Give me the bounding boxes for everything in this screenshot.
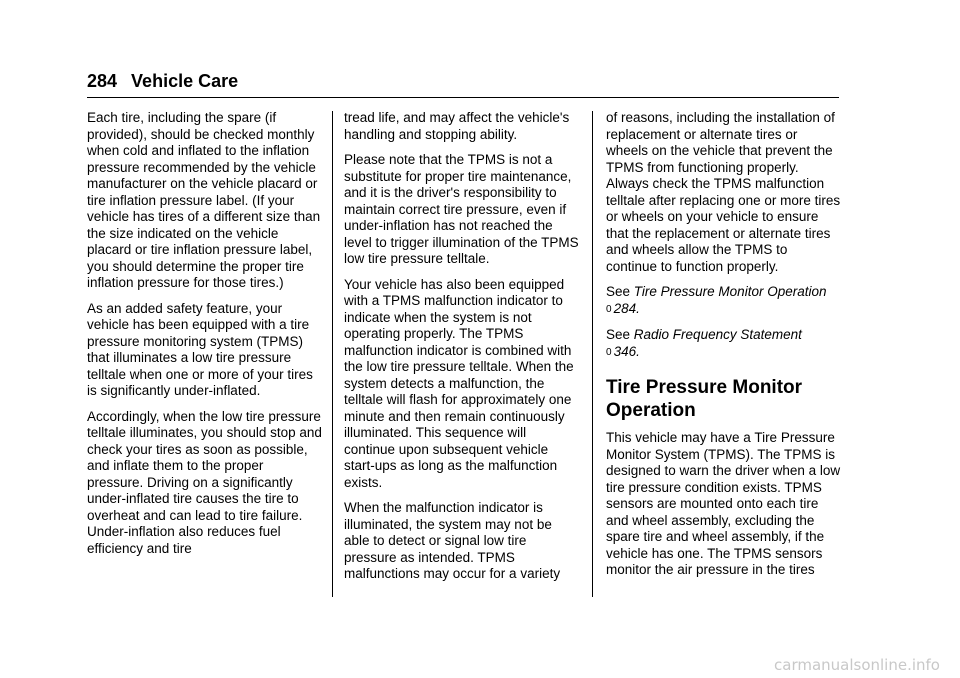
paragraph: of reasons, including the installation of replacement or alternate tires or wheels on the vehicle that prevent the TPMS from functioning properly. Always check the TPMS malfunction telltale after replacing one or more tires or wheels on your vehicle to ensure that the replacement or alternate tires and wheels allow the TPMS to continue to function properly. <box>606 110 841 274</box>
text-column-3 <box>606 110 842 588</box>
paragraph: Please note that the TPMS is not a substitute for proper tire maintenance, and it is the driver's responsibility to maintain correct tire pressure, even if under-inflation has not reached the level to trigger illumination of the TPMS low tire pressure telltale. <box>344 152 579 266</box>
reference-suffix: . <box>636 300 640 316</box>
watermark: carmanualsonline.info <box>774 656 940 674</box>
text-column-2 <box>344 110 580 592</box>
reference-page-number[interactable]: 284 <box>613 300 637 316</box>
section-heading: Tire Pressure Monitor Operation <box>606 377 803 421</box>
reference-link-radio-frequency-statement[interactable]: Radio Frequency Statement <box>633 327 802 342</box>
cross-reference-tire-pressure <box>606 284 842 318</box>
paragraph: Each tire, including the spare (if provided), should be checked monthly when cold and inflated to the inflation pressure recommended by the vehicle manufacturer on the vehicle placard or tire inflation pressure label. (If your vehicle has tires of a different size than the size indicated on the vehicle placard or tire inflation pressure label, you should determine the proper tire inflation pressure for those tires.) <box>87 110 321 290</box>
column-divider <box>332 111 333 597</box>
see-label: See <box>606 327 634 342</box>
paragraph: As an added safety feature, your vehicle has been equipped with a tire pressure monitoring system (TPMS) that illuminates a low tire pressure telltale when one or more of your tires is significantly under-inflated. <box>87 300 313 398</box>
page-header <box>87 70 238 92</box>
reference-page-number[interactable]: 346 <box>613 343 637 359</box>
paragraph: tread life, and may affect the vehicle's handling and stopping ability. <box>344 110 570 142</box>
page-number: 284 <box>87 71 118 91</box>
reference-link-tire-pressure-monitor-operation[interactable]: Tire Pressure Monitor Operation <box>633 284 827 299</box>
paragraph: Accordingly, when the low tire pressure telltale illuminates, you should stop and check your tires as soon as possible, and inflate them to the proper pressure. Driving on a significantly under-inflated tire causes the tire to overheat and can lead to tire failure. Under-inflation also reduces fuel efficiency and tire <box>87 408 322 556</box>
reference-suffix: . <box>636 343 640 359</box>
header-rule <box>87 97 839 98</box>
column-divider <box>592 111 593 597</box>
page-arrow-icon: 0 <box>606 346 612 358</box>
paragraph: This vehicle may have a Tire Pressure Monitor System (TPMS). The TPMS is designed to warn the driver when a low tire pressure condition exists. TPMS sensors are mounted onto each tire and wheel assembly, excluding the spare tire and wheel assembly, if the vehicle has one. The TPMS sensors monitor the air pressure in the tires <box>606 430 841 577</box>
page-arrow-icon: 0 <box>606 303 612 315</box>
see-label: See <box>606 284 634 299</box>
paragraph: Your vehicle has also been equipped with a TPMS malfunction indicator to indicate when the system is not operating properly. The TPMS malfunction indicator is combined with the low tire pressure telltale. When the system detects a malfunction, the telltale will flash for approximately one minute and then remain continuously illuminated. This sequence will continue upon subsequent vehicle start-ups as long as the malfunction exists. <box>344 276 574 490</box>
page-section-title: Vehicle Care <box>131 71 239 91</box>
cross-reference-radio-frequency <box>606 327 842 361</box>
paragraph: When the malfunction indicator is illuminated, the system may not be able to detect or signal low tire pressure as intended. TPMS malfunctions may occur for a variety <box>344 500 561 581</box>
text-column-1 <box>87 110 323 566</box>
